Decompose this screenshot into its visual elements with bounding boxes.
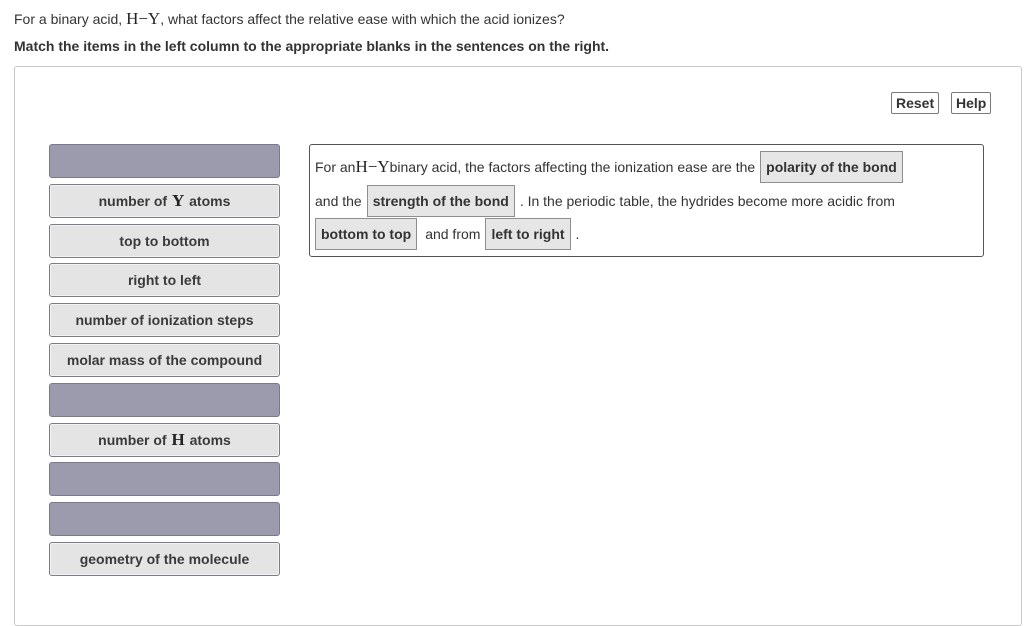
instruction-text: Match the items in the left column to the appropriate blanks in the sentences on the right. (14, 38, 610, 54)
empty-source-slot[interactable] (49, 144, 280, 178)
empty-source-slot[interactable] (49, 462, 280, 496)
formula-h-y: H−Y (126, 9, 161, 28)
sentence-line-2: and the strength of the bond . In the periodic table, the hydrides become more acidic from (315, 184, 895, 218)
blank-3-bottom-to-top[interactable]: bottom to top (315, 218, 417, 250)
help-button[interactable]: Help (951, 92, 991, 114)
blank-4-left-to-right[interactable]: left to right (485, 218, 570, 250)
source-item[interactable]: molar mass of the compound (49, 343, 280, 377)
source-item[interactable]: number of ionization steps (49, 303, 280, 337)
sentence-line-1: For an H−Y binary acid, the factors affecting the ionization ease are the polarity of the bond (315, 150, 903, 184)
source-item[interactable]: number of Y atoms (49, 184, 280, 218)
source-item[interactable]: right to left (49, 263, 280, 297)
blank-2-strength-of-the-bond[interactable]: strength of the bond (367, 185, 515, 217)
empty-source-slot[interactable] (49, 502, 280, 536)
sentence-target-box (309, 144, 984, 257)
question-text: For a binary acid, H−Y, what factors affect the relative ease with which the acid ionizes? (14, 9, 565, 28)
empty-source-slot[interactable] (49, 383, 280, 417)
source-item[interactable]: top to bottom (49, 224, 280, 258)
source-item[interactable]: geometry of the molecule (49, 542, 280, 576)
sentence-line-3: bottom to top and from left to right . (315, 217, 579, 251)
formula-h-y: H−Y (355, 157, 390, 176)
reset-button[interactable]: Reset (891, 92, 939, 114)
blank-1-polarity-of-the-bond[interactable]: polarity of the bond (760, 151, 903, 183)
source-item[interactable]: number of H atoms (49, 423, 280, 457)
